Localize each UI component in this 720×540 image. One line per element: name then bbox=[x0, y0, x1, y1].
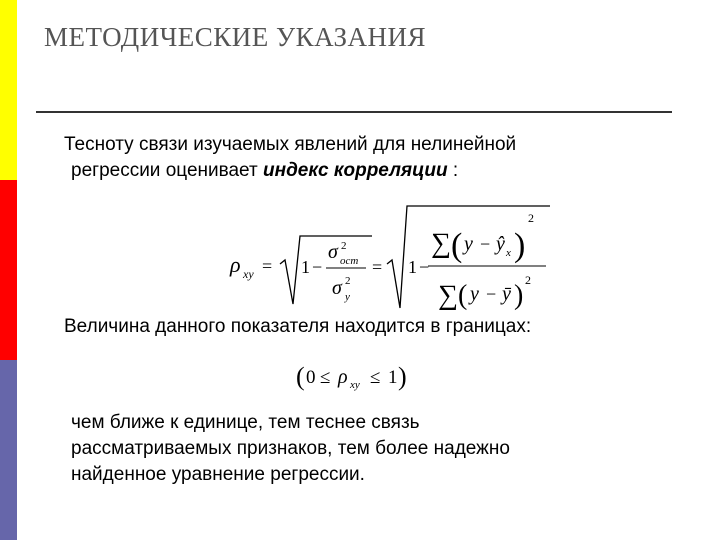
one-digit: 1 bbox=[408, 257, 417, 277]
equals-sign: = bbox=[262, 256, 273, 276]
paren-open: ( bbox=[458, 280, 468, 311]
paren-close: ) bbox=[398, 362, 407, 391]
sum-symbol: ∑ bbox=[431, 228, 451, 259]
paragraph-line: Тесноту связи изучаемых явлений для нелинейной bbox=[64, 134, 517, 155]
emphasis-term: индекс корреляции bbox=[262, 160, 448, 181]
paren-open: ( bbox=[451, 227, 463, 264]
paren-open: ( bbox=[296, 362, 305, 391]
paren-close: ) bbox=[514, 227, 526, 264]
equals-sign: = bbox=[372, 257, 383, 277]
exponent: 2 bbox=[341, 240, 347, 252]
exponent: 2 bbox=[528, 211, 534, 225]
accent-bar-yellow bbox=[0, 0, 17, 180]
accent-bar-blue bbox=[0, 360, 17, 540]
minus-sign: − bbox=[312, 257, 323, 277]
one-digit: 1 bbox=[388, 367, 398, 388]
accent-bar-red bbox=[0, 180, 17, 360]
sigma-subscript-ost: ост bbox=[340, 255, 359, 267]
title-divider bbox=[36, 111, 672, 113]
rho-subscript: xy bbox=[243, 267, 254, 281]
paren-close: ) bbox=[514, 280, 524, 311]
minus-sign: − bbox=[419, 257, 430, 277]
paragraph-line: найденное уравнение регрессии. bbox=[71, 464, 365, 485]
one-digit: 1 bbox=[301, 257, 310, 277]
y-hat-variable: ŷ bbox=[496, 233, 505, 255]
sigma-subscript-y: y bbox=[345, 291, 350, 303]
y-hat-subscript: x bbox=[506, 247, 511, 259]
paragraph-bounds: Величина данного показателя находится в границах: bbox=[64, 316, 532, 337]
exponent: 2 bbox=[345, 275, 351, 287]
y-variable: y bbox=[470, 283, 479, 305]
paragraph-line: чем ближе к единице, тем теснее связь bbox=[71, 412, 420, 433]
paragraph-line: рассматриваемых признаков, тем более надежно bbox=[71, 438, 510, 459]
minus-sign: − bbox=[486, 284, 497, 304]
slide-title: МЕТОДИЧЕСКИЕ УКАЗАНИЯ bbox=[44, 22, 426, 52]
text-span: : bbox=[447, 160, 459, 181]
sigma-symbol: σ bbox=[332, 277, 342, 299]
rho-symbol: ρ bbox=[338, 366, 348, 388]
leq-sign: ≤ bbox=[320, 367, 331, 388]
correlation-index-formula bbox=[200, 200, 560, 312]
sqrt-sign-1 bbox=[280, 236, 372, 304]
minus-sign: − bbox=[480, 234, 491, 254]
y-variable: y bbox=[464, 233, 473, 255]
leq-sign: ≤ bbox=[370, 367, 381, 388]
paragraph-interpretation bbox=[71, 410, 510, 488]
sigma-symbol: σ bbox=[328, 241, 338, 263]
rho-subscript: xy bbox=[350, 379, 360, 391]
text-span: регрессии оценивает bbox=[71, 160, 263, 181]
sum-symbol: ∑ bbox=[438, 280, 458, 311]
paragraph-correlation-index bbox=[64, 132, 516, 184]
rho-symbol: ρ bbox=[230, 252, 241, 277]
paragraph-line bbox=[64, 158, 516, 184]
exponent: 2 bbox=[525, 273, 531, 287]
zero-digit: 0 bbox=[306, 367, 316, 388]
correlation-bounds-formula bbox=[294, 360, 414, 392]
y-bar-variable: ȳ bbox=[502, 283, 511, 305]
